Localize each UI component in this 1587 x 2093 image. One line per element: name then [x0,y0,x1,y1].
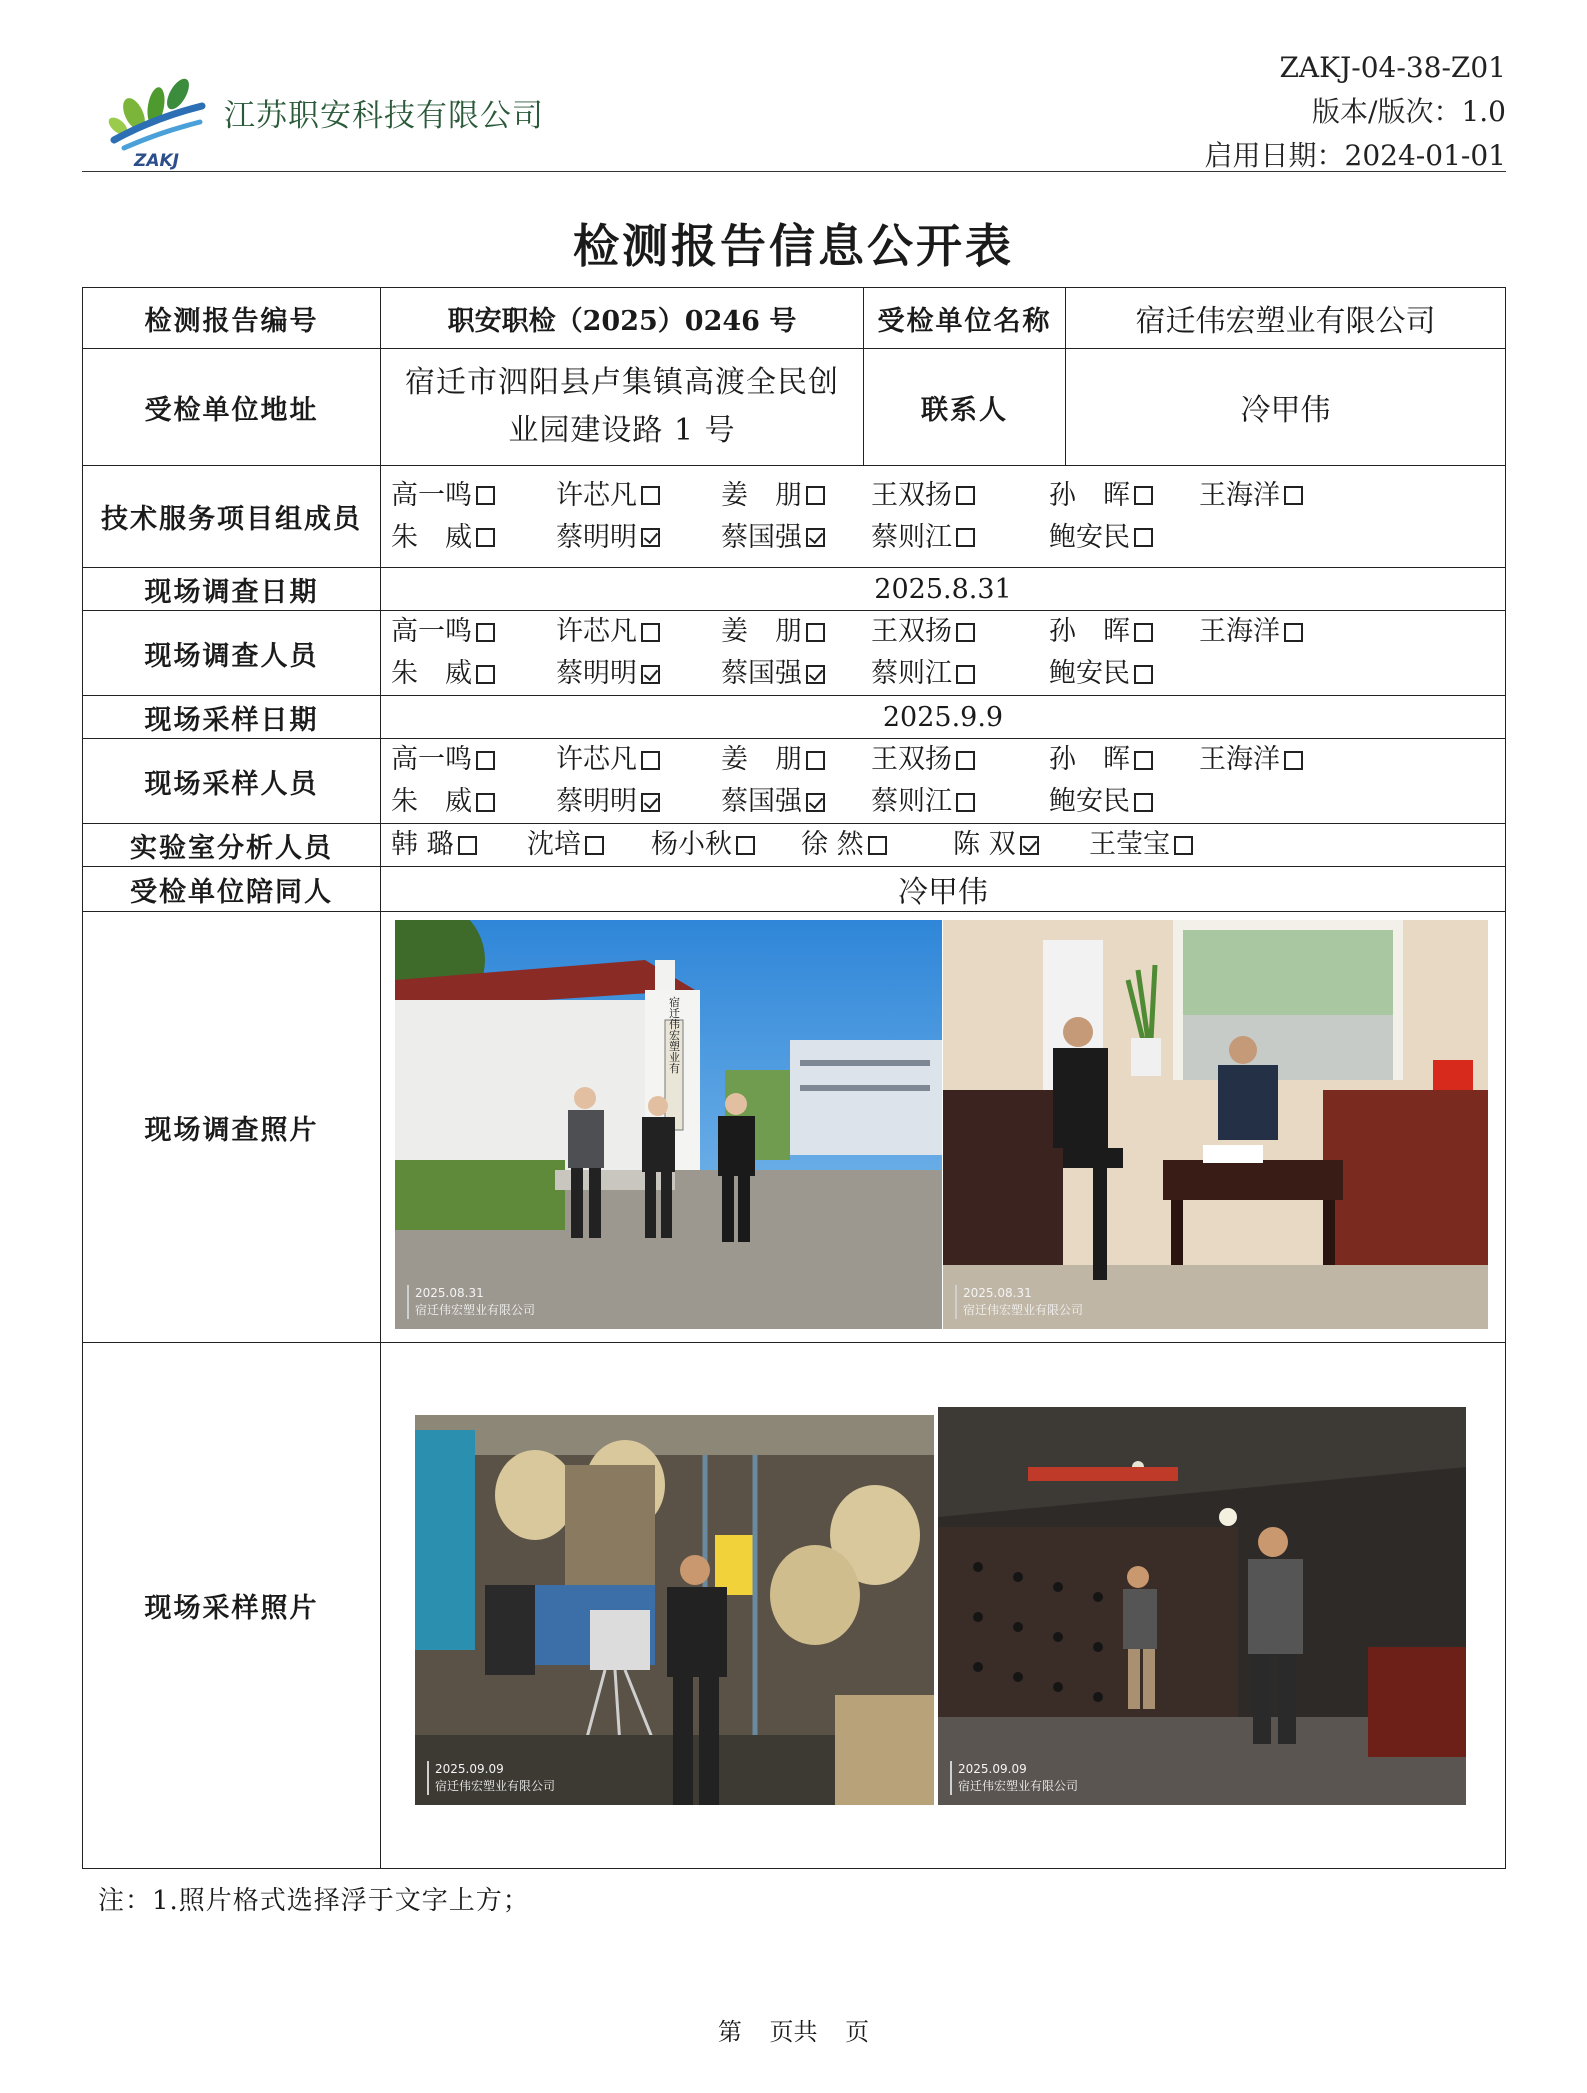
photo-timestamp: 2025.08.31 宿迁伟宏塑业有限公司 [955,1285,1083,1319]
table-row [83,349,1506,466]
person-item [721,739,871,781]
person-name: 蔡国强 [721,786,802,817]
unchecked-checkbox-icon [641,486,660,505]
team-label: 技术服务项目组成员 [83,466,381,568]
unchecked-checkbox-icon [1134,528,1153,547]
person-item [1049,653,1199,695]
person-name: 王双扬 [871,744,952,775]
unchecked-checkbox-icon [476,623,495,642]
person-item [721,653,871,695]
person-item [556,781,721,823]
person-item [556,611,721,653]
unchecked-checkbox-icon [1284,486,1303,505]
person-item [391,781,556,823]
person-name: 许芯凡 [556,744,637,775]
unchecked-checkbox-icon [476,793,495,812]
person-name: 王莹宝 [1089,829,1170,860]
person-item [721,611,871,653]
person-item [556,517,721,559]
photo-timestamp: 2025.09.09 宿迁伟宏塑业有限公司 [427,1761,555,1795]
page-header [82,38,1506,174]
unchecked-checkbox-icon [1284,751,1303,770]
person-name: 蔡明明 [556,658,637,689]
unchecked-checkbox-icon [1134,623,1153,642]
unchecked-checkbox-icon [585,836,604,855]
unchecked-checkbox-icon [1134,665,1153,684]
table-row [83,739,1506,824]
person-item [556,739,721,781]
unchecked-checkbox-icon [476,486,495,505]
address-value: 宿迁市泗阳县卢集镇高渡全民创业园建设路 1 号 [381,349,864,466]
person-item [1199,611,1359,653]
person-name: 蔡则江 [871,786,952,817]
person-item [391,475,556,517]
checked-checkbox-icon [806,528,825,547]
contact-label: 联系人 [864,349,1066,466]
survey-photo-gate [395,920,942,1329]
unchecked-checkbox-icon [1134,793,1153,812]
person-item [1199,739,1359,781]
person-name: 鲍安民 [1049,658,1130,689]
people-row [391,653,1495,695]
person-item [871,517,1049,559]
unchecked-checkbox-icon [806,486,825,505]
survey-photo-gate-image [395,920,942,1329]
person-name: 鲍安民 [1049,521,1130,553]
person-name: 姜 朋 [721,479,802,511]
person-name: 许芯凡 [556,616,637,647]
svg-text:宿迁伟宏塑业有: 宿迁伟宏塑业有 [667,996,681,1074]
person-item [556,653,721,695]
unchecked-checkbox-icon [956,665,975,684]
photo-timestamp: 2025.09.09 宿迁伟宏塑业有限公司 [950,1761,1078,1795]
sample-photo-workshop-2 [938,1407,1466,1805]
person-item [527,824,651,866]
person-item [721,475,871,517]
svg-text:ZAKJ: ZAKJ [134,151,179,170]
person-name: 高一鸣 [391,744,472,775]
survey-staff-label: 现场调查人员 [83,611,381,696]
person-name: 蔡则江 [871,521,952,553]
people-row [391,781,1495,823]
people-row [391,611,1495,653]
footnote: 注：1.照片格式选择浮于文字上方； [98,1886,530,1916]
team-members [381,466,1506,568]
unit-name-label: 受检单位名称 [864,288,1066,349]
unchecked-checkbox-icon [956,793,975,812]
lab-staff-label: 实验室分析人员 [83,824,381,867]
person-item [391,611,556,653]
page-title: 检测报告信息公开表 [573,219,1014,273]
person-name: 姜 朋 [721,744,802,775]
person-name: 王双扬 [871,479,952,511]
unchecked-checkbox-icon [641,751,660,770]
person-item [556,475,721,517]
table-row [83,696,1506,739]
person-name: 蔡则江 [871,658,952,689]
person-name: 高一鸣 [391,479,472,511]
person-name: 朱 威 [391,786,472,817]
sample-date-value: 2025.9.9 [381,696,1506,739]
doc-start-date: 启用日期：2024-01-01 [1204,139,1506,172]
unchecked-checkbox-icon [956,751,975,770]
person-item [1049,781,1199,823]
person-item [391,739,556,781]
survey-photo-label: 现场调查照片 [83,912,381,1343]
checked-checkbox-icon [806,665,825,684]
sample-staff [381,739,1506,824]
unchecked-checkbox-icon [956,486,975,505]
people-row [391,517,1495,559]
table-row [83,867,1506,912]
person-name: 徐 然 [801,829,864,860]
contact-value: 冷甲伟 [1066,349,1506,466]
sample-staff-label: 现场采样人员 [83,739,381,824]
checked-checkbox-icon [806,793,825,812]
sample-photo-workshop-1-image [415,1415,934,1805]
lab-staff [381,824,1506,867]
person-item [1049,475,1199,517]
person-item [871,653,1049,695]
zakj-logo [104,66,212,170]
unchecked-checkbox-icon [641,623,660,642]
unchecked-checkbox-icon [806,623,825,642]
doc-code: ZAKJ-04-38-Z01 [1279,51,1506,84]
page-footer: 第 页共 页 [717,2018,870,2046]
unchecked-checkbox-icon [956,623,975,642]
table-row [83,824,1506,867]
person-item [871,739,1049,781]
checked-checkbox-icon [1020,836,1039,855]
table-row [83,568,1506,611]
table-row [83,466,1506,568]
person-name: 蔡明明 [556,521,637,553]
person-name: 鲍安民 [1049,786,1130,817]
person-name: 王海洋 [1199,479,1280,511]
unchecked-checkbox-icon [1174,836,1193,855]
escort-value: 冷甲伟 [381,867,1506,912]
person-name: 姜 朋 [721,616,802,647]
person-item [651,824,801,866]
unchecked-checkbox-icon [476,528,495,547]
survey-photo-office [943,920,1488,1329]
unit-name-value: 宿迁伟宏塑业有限公司 [1066,288,1506,349]
person-item [871,781,1049,823]
sample-date-label: 现场采样日期 [83,696,381,739]
person-name: 蔡国强 [721,521,802,553]
checked-checkbox-icon [641,793,660,812]
person-name: 朱 威 [391,658,472,689]
photo-timestamp: 2025.08.31 宿迁伟宏塑业有限公司 [407,1285,535,1319]
person-item [871,475,1049,517]
person-name: 杨小秋 [651,829,732,860]
table-row [83,611,1506,696]
person-name: 韩 璐 [391,829,454,860]
person-item [721,517,871,559]
unchecked-checkbox-icon [1134,751,1153,770]
unchecked-checkbox-icon [1134,486,1153,505]
doc-version: 版本/版次：1.0 [1312,95,1506,128]
person-name: 高一鸣 [391,616,472,647]
person-name: 蔡明明 [556,786,637,817]
survey-staff [381,611,1506,696]
person-name: 王海洋 [1199,744,1280,775]
person-item [871,611,1049,653]
person-name: 孙 晖 [1049,744,1130,775]
unchecked-checkbox-icon [476,665,495,684]
person-item [721,781,871,823]
person-name: 王双扬 [871,616,952,647]
survey-photo-office-image [943,920,1488,1329]
person-name: 孙 晖 [1049,616,1130,647]
sample-photo-label: 现场采样照片 [83,1343,381,1869]
person-name: 孙 晖 [1049,479,1130,511]
person-name: 朱 威 [391,521,472,553]
survey-date-label: 现场调查日期 [83,568,381,611]
table-row [83,288,1506,349]
report-no-value: 职安职检（2025）0246 号 [381,288,864,349]
unchecked-checkbox-icon [476,751,495,770]
person-item [953,824,1089,866]
sample-photo-workshop-2-image [938,1407,1466,1805]
person-item [1049,611,1199,653]
person-item [391,653,556,695]
unchecked-checkbox-icon [736,836,755,855]
unchecked-checkbox-icon [956,528,975,547]
document-meta [1205,46,1506,178]
report-no-label: 检测报告编号 [83,288,381,349]
person-item [801,824,953,866]
address-label: 受检单位地址 [83,349,381,466]
people-row [391,739,1495,781]
person-item [391,824,527,866]
unchecked-checkbox-icon [458,836,477,855]
person-item [1089,824,1219,866]
unchecked-checkbox-icon [868,836,887,855]
checked-checkbox-icon [641,528,660,547]
checked-checkbox-icon [641,665,660,684]
person-item [391,517,556,559]
company-name: 江苏职安科技有限公司 [224,98,544,134]
person-name: 王海洋 [1199,616,1280,647]
sample-photo-workshop-1 [415,1415,934,1805]
unchecked-checkbox-icon [806,751,825,770]
people-row [391,475,1495,517]
header-divider [82,171,1506,172]
person-item [1049,739,1199,781]
unchecked-checkbox-icon [1284,623,1303,642]
person-name: 蔡国强 [721,658,802,689]
escort-label: 受检单位陪同人 [83,867,381,912]
survey-date-value: 2025.8.31 [381,568,1506,611]
person-item [1199,475,1359,517]
person-name: 许芯凡 [556,479,637,511]
person-name: 沈培 [527,829,581,860]
person-item [1049,517,1199,559]
person-name: 陈 双 [953,829,1016,860]
